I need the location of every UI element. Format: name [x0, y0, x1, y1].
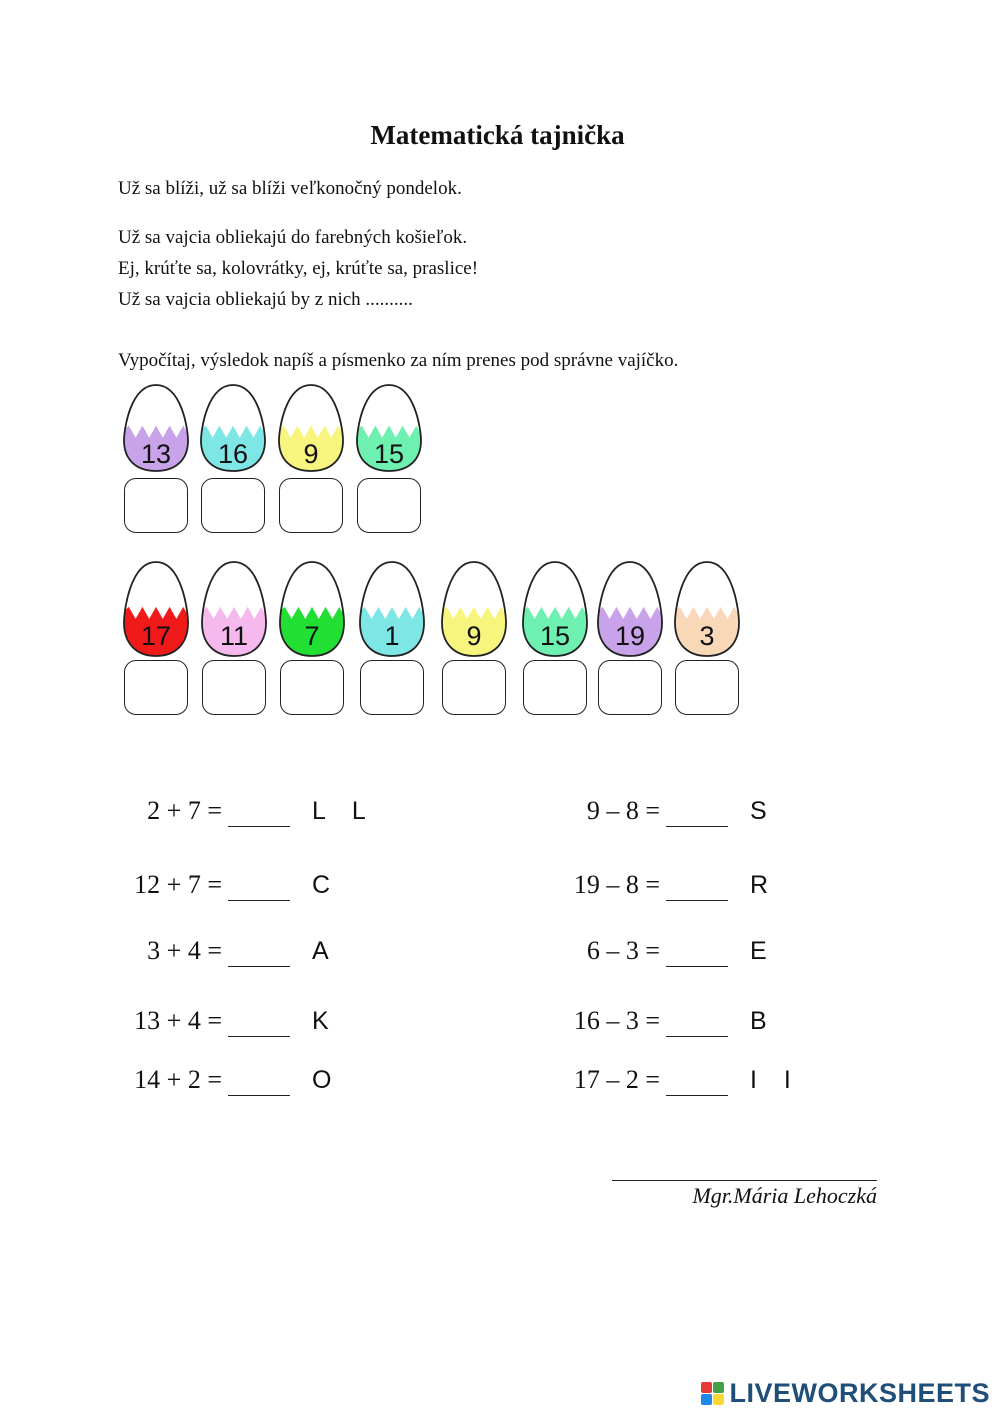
egg-number: 1 [384, 620, 400, 651]
row1-answer-box-4[interactable] [357, 478, 421, 533]
egg-number: 15 [373, 438, 405, 469]
left-equation-2 [112, 870, 340, 901]
equation-answer-input[interactable] [666, 940, 728, 967]
equation-letter: A [312, 937, 339, 965]
egg-number: 9 [466, 620, 482, 651]
row2-answer-box-7[interactable] [598, 660, 662, 715]
row2-egg-4 [358, 560, 426, 658]
equation-letter: L L [312, 797, 376, 825]
equation-answer-input[interactable] [666, 1069, 728, 1096]
row2-answer-box-1[interactable] [124, 660, 188, 715]
row2-egg-8 [673, 560, 741, 658]
signature-line [612, 1180, 877, 1181]
equation-answer-input[interactable] [228, 1010, 290, 1037]
right-equation-1 [548, 796, 777, 827]
right-equation-3 [548, 936, 777, 967]
equation-answer-input[interactable] [228, 874, 290, 901]
poem-line-2: Už sa vajcia obliekajú do farebných košieľok. [118, 227, 468, 248]
left-equation-4 [112, 1006, 339, 1037]
row2-answer-box-4[interactable] [360, 660, 424, 715]
egg-number: 3 [699, 620, 715, 651]
equation-letter: C [312, 871, 341, 899]
equation-expression: 16 – 3 = [573, 1006, 660, 1035]
equation-letter: R [750, 871, 779, 899]
equation-answer-input[interactable] [228, 940, 290, 967]
row1-answer-box-1[interactable] [124, 478, 188, 533]
row1-egg-3 [277, 383, 345, 473]
page-title: Matematická tajnička [370, 120, 625, 150]
row2-answer-box-3[interactable] [280, 660, 344, 715]
egg-number: 9 [303, 438, 319, 469]
egg-number: 11 [219, 620, 249, 651]
equation-letter: I I [750, 1066, 801, 1094]
row2-answer-box-8[interactable] [675, 660, 739, 715]
equation-expression: 19 – 8 = [573, 870, 660, 899]
egg-number: 19 [614, 620, 646, 651]
poem-line-3: Ej, krúťte sa, kolovrátky, ej, krúťte sa, praslice! [118, 258, 479, 279]
equation-letter: S [750, 797, 777, 825]
equation-expression: 3 + 4 = [147, 936, 222, 965]
equation-letter: K [312, 1007, 339, 1035]
signature: Mgr.Mária Lehoczká [692, 1183, 877, 1208]
row1-answer-box-3[interactable] [279, 478, 343, 533]
equation-expression: 17 – 2 = [573, 1065, 660, 1094]
row2-answer-box-5[interactable] [442, 660, 506, 715]
equation-letter: E [750, 937, 777, 965]
left-equation-3 [112, 936, 339, 967]
equation-expression: 13 + 4 = [134, 1006, 222, 1035]
poem-line-1: Už sa blíži, už sa blíži veľkonočný pondelok. [118, 178, 462, 199]
row1-egg-4 [355, 383, 423, 473]
right-equation-2 [548, 870, 778, 901]
row2-egg-1 [122, 560, 190, 658]
right-equation-4 [548, 1006, 777, 1037]
row2-egg-2 [200, 560, 268, 658]
poem-line-4: Už sa vajcia obliekajú by z nich .......... [118, 289, 413, 310]
egg-number: 7 [304, 620, 320, 651]
row2-egg-5 [440, 560, 508, 658]
row2-egg-3 [278, 560, 346, 658]
egg-number: 15 [539, 620, 571, 651]
equation-expression: 2 + 7 = [147, 796, 222, 825]
equation-answer-input[interactable] [228, 1069, 290, 1096]
equation-expression: 6 – 3 = [586, 936, 660, 965]
equation-expression: 9 – 8 = [586, 796, 660, 825]
equation-answer-input[interactable] [666, 1010, 728, 1037]
equation-expression: 14 + 2 = [134, 1065, 222, 1094]
left-equation-1 [112, 796, 376, 827]
row2-answer-box-6[interactable] [523, 660, 587, 715]
egg-number: 16 [217, 438, 249, 469]
row1-answer-box-2[interactable] [201, 478, 265, 533]
equation-letter: B [750, 1007, 777, 1035]
right-equation-5 [548, 1065, 801, 1096]
brand-name: LIVEWORKSHEETS [729, 1378, 990, 1408]
equation-expression: 12 + 7 = [134, 870, 222, 899]
instruction: Vypočítaj, výsledok napíš a písmenko za ním prenes pod správne vajíčko. [118, 350, 679, 371]
egg-number: 17 [140, 620, 172, 651]
brand-logo[interactable] [701, 1378, 990, 1409]
equation-answer-input[interactable] [666, 800, 728, 827]
row2-egg-7 [596, 560, 664, 658]
row1-egg-2 [199, 383, 267, 473]
row1-egg-1 [122, 383, 190, 473]
equation-answer-input[interactable] [666, 874, 728, 901]
equation-letter: O [312, 1066, 342, 1094]
brand-logo-icon [701, 1382, 724, 1405]
row2-egg-6 [521, 560, 589, 658]
row2-answer-box-2[interactable] [202, 660, 266, 715]
left-equation-5 [112, 1065, 341, 1096]
egg-number: 13 [140, 438, 172, 469]
equation-answer-input[interactable] [228, 800, 290, 827]
